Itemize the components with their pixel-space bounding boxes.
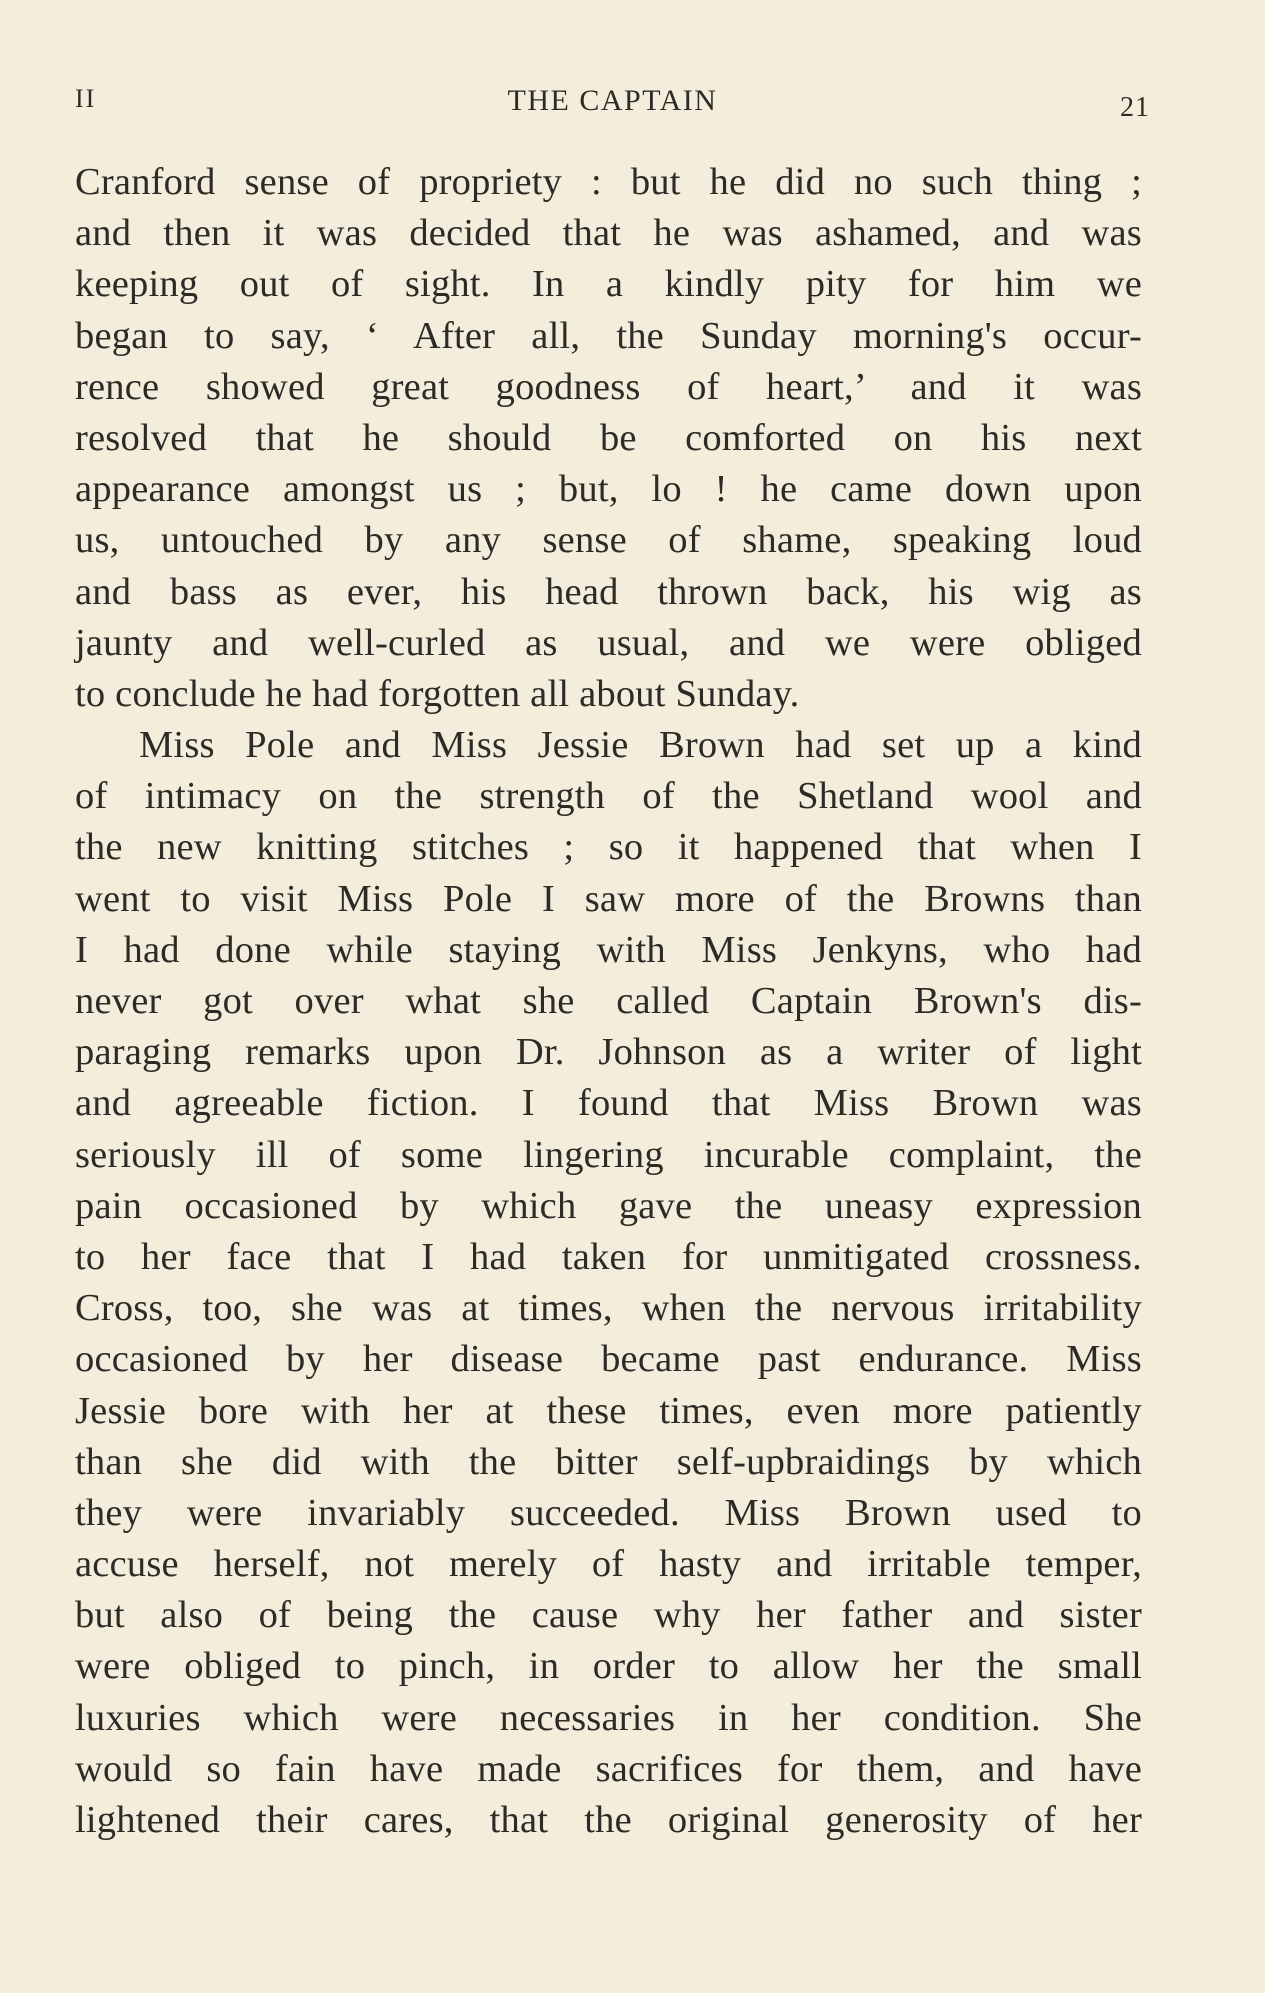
text-line: I had done while staying with Miss Jenkyns, who had (75, 928, 1142, 971)
text-line: Cranford sense of propriety : but he did no such thing ; (75, 161, 1142, 203)
text-line: of intimacy on the strength of the Shetland wool and (75, 775, 1142, 818)
text-line: lightened their cares, that the original generosity of her (75, 1799, 1142, 1841)
text-line: rence showed great goodness of heart,’ and it was (75, 365, 1142, 408)
text-line: and agreeable fiction. I found that Miss Brown was (75, 1082, 1142, 1125)
text-line: than she did with the bitter self-upbraidings by which (75, 1440, 1142, 1483)
text-line: appearance amongst us ; but, lo ! he came down upon (75, 468, 1142, 511)
text-line: us, untouched by any sense of shame, speaking loud (75, 519, 1142, 562)
text-line: never got over what she called Captain Brown's dis- (75, 980, 1142, 1022)
text-line: luxuries which were necessaries in her condition. She (75, 1696, 1142, 1739)
chapter-numeral: II (75, 84, 97, 113)
body-text (75, 157, 1142, 1846)
text-line: to her face that I had taken for unmitigated crossness. (75, 1235, 1142, 1278)
text-line: and then it was decided that he was ashamed, and was (75, 212, 1142, 255)
text-line: were obliged to pinch, in order to allow her the small (75, 1645, 1142, 1688)
running-title: THE CAPTAIN (507, 84, 718, 117)
text-line: began to say, ‘ After all, the Sunday morning's occur- (75, 314, 1142, 357)
text-line: resolved that he should be comforted on his next (75, 416, 1142, 459)
text-line: the new knitting stitches ; so it happened that when I (75, 826, 1142, 869)
text-line: went to visit Miss Pole I saw more of the Browns than (75, 877, 1142, 920)
text-line: Jessie bore with her at these times, even more patiently (75, 1389, 1142, 1432)
text-line: but also of being the cause why her father and sister (75, 1594, 1142, 1637)
text-line: paraging remarks upon Dr. Johnson as a writer of light (75, 1031, 1142, 1074)
paragraph-first-line: Miss Pole and Miss Jessie Brown had set up a kind (139, 724, 1142, 767)
running-head (75, 84, 1150, 124)
text-line: to conclude he had forgotten all about Sunday. (75, 672, 800, 715)
text-line: Cross, too, she was at times, when the nervous irritability (75, 1287, 1142, 1330)
text-line: pain occasioned by which gave the uneasy expression (75, 1184, 1142, 1227)
text-line: would so fain have made sacrifices for them, and have (75, 1747, 1142, 1790)
text-line: seriously ill of some lingering incurable complaint, the (75, 1133, 1142, 1176)
text-line: accuse herself, not merely of hasty and irritable temper, (75, 1543, 1142, 1586)
text-line: keeping out of sight. In a kindly pity for him we (75, 263, 1142, 306)
text-line: jaunty and well-curled as usual, and we were obliged (75, 621, 1142, 664)
text-line: and bass as ever, his head thrown back, his wig as (75, 570, 1142, 613)
text-line: occasioned by her disease became past endurance. Miss (75, 1338, 1142, 1381)
text-line: they were invariably succeeded. Miss Brown used to (75, 1491, 1142, 1534)
page-number: 21 (1120, 92, 1150, 123)
